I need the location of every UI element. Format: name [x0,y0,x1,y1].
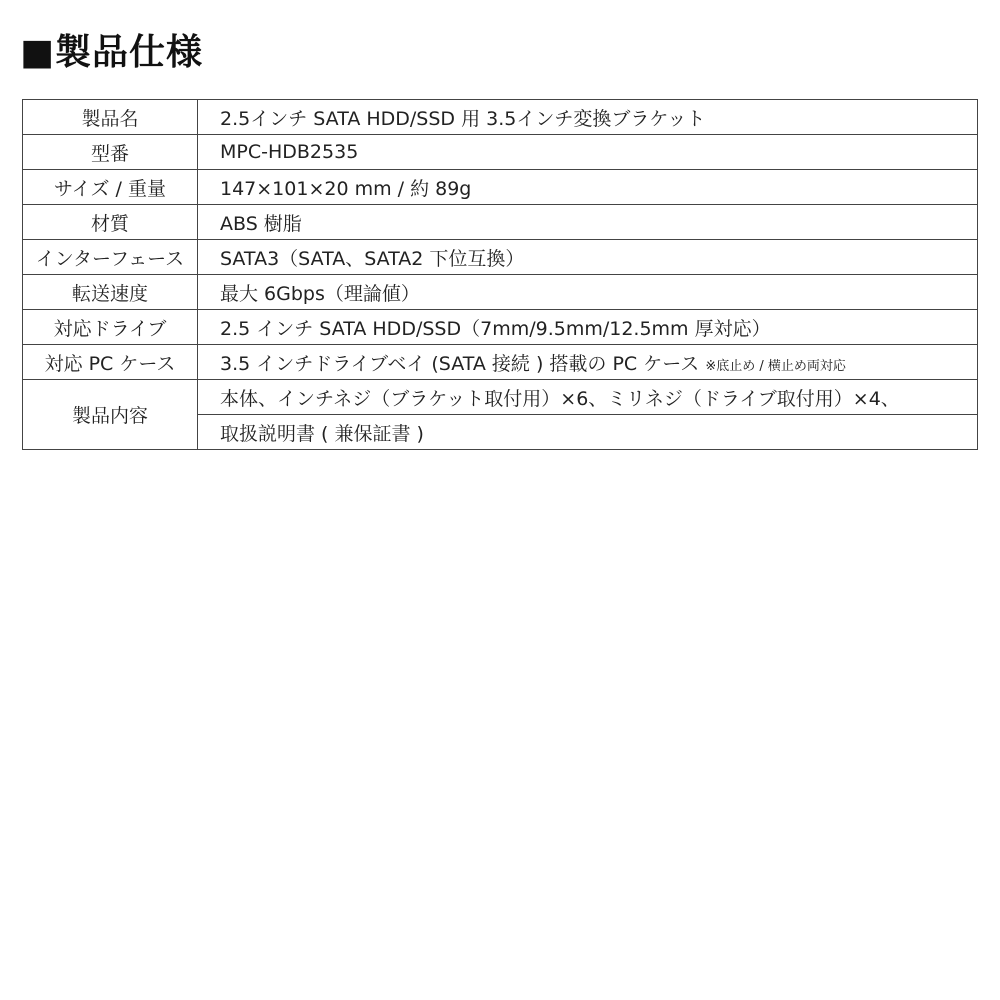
spec-label: 型番 [23,135,198,170]
spec-label: 製品名 [23,100,198,135]
spec-row-size-weight [23,170,978,205]
spec-value: SATA3（SATA、SATA2 下位互換） [198,240,978,275]
spec-value: ABS 樹脂 [198,205,978,240]
page-title: ■製品仕様 [20,32,204,73]
spec-row-supported-drive [23,310,978,345]
spec-value: MPC-HDB2535 [198,135,978,170]
spec-row-contents-1 [23,380,978,415]
spec-value: 147×101×20 mm / 約 89g [198,170,978,205]
spec-row-material [23,205,978,240]
spec-row-transfer-speed [23,275,978,310]
spec-row-model-number [23,135,978,170]
spec-label: 対応ドライブ [23,310,198,345]
spec-value: 取扱説明書 ( 兼保証書 ) [198,415,978,450]
spec-value: 2.5 インチ SATA HDD/SSD（7mm/9.5mm/12.5mm 厚対応） [198,310,978,345]
spec-value: 2.5インチ SATA HDD/SSD 用 3.5インチ変換ブラケット [198,100,978,135]
spec-value: 最大 6Gbps（理論値） [198,275,978,310]
spec-value-text: 3.5 インチドライブベイ (SATA 接続 ) 搭載の PC ケース [220,352,700,375]
spec-table [22,99,978,450]
spec-row-interface [23,240,978,275]
spec-value: 本体、インチネジ（ブラケット取付用）×6、ミリネジ（ドライブ取付用）×4、 [198,380,978,415]
spec-label: 対応 PC ケース [23,345,198,380]
spec-label: 材質 [23,205,198,240]
spec-label: 製品内容 [23,380,198,450]
spec-row-supported-case [23,345,978,380]
spec-row-product-name [23,100,978,135]
spec-value-note: ※底止め / 横止め両対応 [705,358,846,374]
spec-label: サイズ / 重量 [23,170,198,205]
spec-label: インターフェース [23,240,198,275]
spec-label: 転送速度 [23,275,198,310]
spec-value [198,345,978,380]
